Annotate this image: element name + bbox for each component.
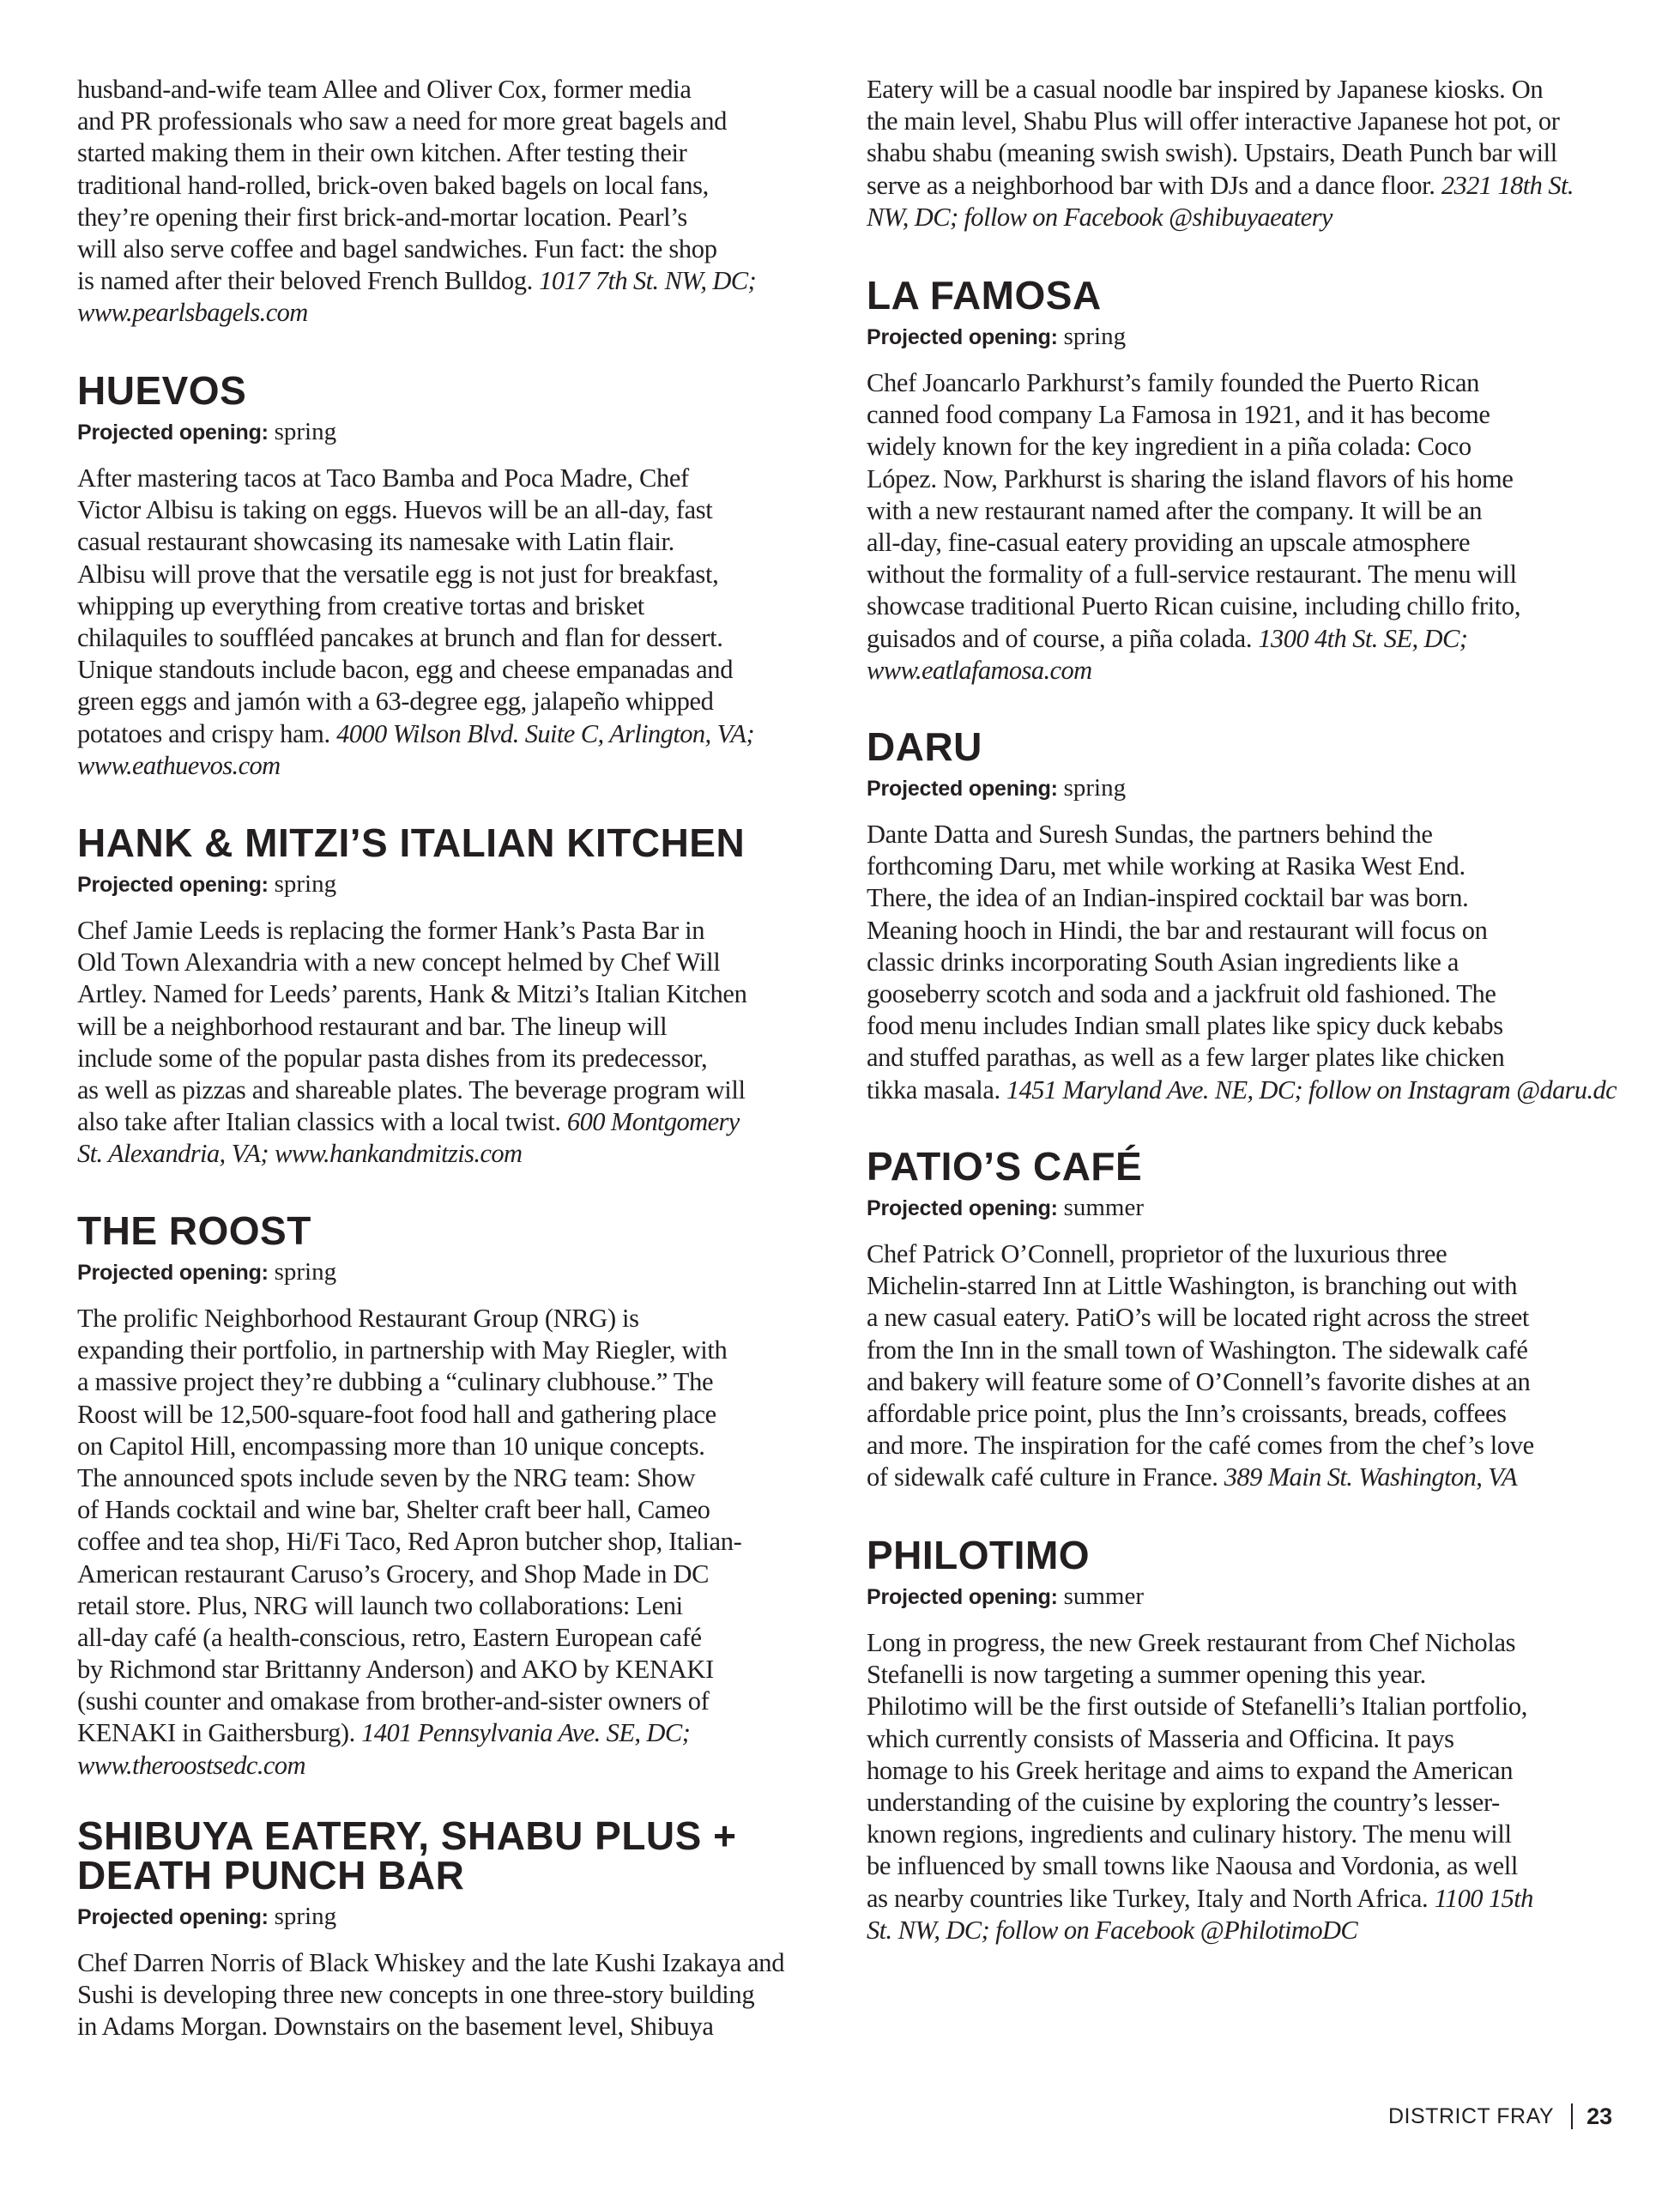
body-text: After mastering tacos at Taco Bamba and Poca Madre, Chef: [77, 463, 689, 493]
text-line: [77, 463, 824, 494]
body-text: Philotimo will be the first outside of Stefanelli’s Italian portfolio,: [867, 1692, 1528, 1722]
opening-value: spring: [274, 418, 337, 445]
body-text: is named after their beloved French Bulldog.: [77, 266, 540, 296]
body-text: López. Now, Parkhurst is sharing the island flavors of his home: [867, 463, 1514, 493]
page-footer: [1388, 2099, 1612, 2133]
opening-label: Projected opening:: [867, 1585, 1058, 1609]
footer-divider: [1571, 2103, 1573, 2129]
text-line: [77, 915, 824, 947]
body-text: American restaurant Caruso’s Grocery, and Shop Made in DC: [77, 1558, 710, 1589]
body-text: Eatery will be a casual noodle bar inspired by Japanese kiosks. On: [867, 75, 1544, 104]
text-line: [867, 850, 1622, 882]
body-text: of sidewalk café culture in France.: [867, 1462, 1224, 1492]
body-text: expanding their portfolio, in partnership with May Riegler, with: [77, 1335, 728, 1365]
body-text: KENAKI in Gaithersburg).: [77, 1718, 362, 1748]
projected-opening: [77, 870, 824, 898]
article-title: PHILOTIMO: [867, 1533, 1091, 1577]
body-text: Unique standouts include bacon, egg and cheese empanadas and: [77, 655, 734, 685]
text-line: [867, 1883, 1622, 1915]
text-line: [867, 137, 1622, 169]
text-line: [867, 367, 1622, 399]
text-line: [867, 882, 1622, 914]
body-text: Artley. Named for Leeds’ parents, Hank & Mitzi’s Italian Kitchen: [77, 979, 747, 1009]
article-hank-and-mitzis: [77, 820, 824, 1171]
text-line: [77, 978, 824, 1010]
page-number: 23: [1586, 2103, 1613, 2129]
text-line: [867, 527, 1622, 559]
text-line: [77, 526, 824, 558]
text-line: [77, 1138, 824, 1170]
body-text: The announced spots include seven by the NRG team: Show: [77, 1462, 696, 1492]
text-line: [77, 1074, 824, 1106]
body-text: with a new restaurant named after the company. It will be an: [867, 495, 1483, 525]
body-text: classic drinks incorporating South Asian ingredients like a: [867, 947, 1459, 977]
article-huevos: [77, 368, 824, 782]
address-text: 600 Montgomery: [566, 1107, 740, 1137]
body-text: forthcoming Daru, met while working at Rasika West End.: [867, 851, 1465, 881]
body-text: Chef Patrick O’Connell, proprietor of the luxurious three: [867, 1239, 1447, 1268]
address-text: www.theroostsedc.com: [77, 1750, 305, 1780]
text-line: [77, 1622, 824, 1654]
text-line: [867, 1723, 1622, 1755]
article-patios-cafe: [867, 1144, 1622, 1494]
text-line: [77, 1979, 824, 2011]
text-line: [77, 1043, 824, 1074]
address-text: 1300 4th St. SE, DC;: [1258, 623, 1468, 653]
text-line: [77, 622, 824, 654]
text-line: [867, 1430, 1622, 1462]
body-text: green eggs and jamón with a 63-degree egg, jalapeño whipped: [77, 687, 714, 717]
opening-value: summer: [1063, 1583, 1144, 1610]
text-line: [77, 2011, 824, 2043]
body-text: Victor Albisu is taking on eggs. Huevos will be an all-day, fast: [77, 495, 713, 525]
address-text: 1401 Pennsylvania Ave. SE, DC;: [361, 1718, 691, 1748]
article-body: [867, 74, 1622, 233]
article-body: [77, 915, 824, 1171]
body-text: will be a neighborhood restaurant and bar. The lineup will: [77, 1011, 668, 1041]
address-text: NW, DC; follow on Facebook @shibuyaeatery: [867, 202, 1333, 232]
opening-label: Projected opening:: [77, 421, 269, 445]
text-line: [867, 978, 1622, 1010]
article-the-roost: [77, 1208, 824, 1782]
body-text: a new casual eatery. PatiO’s will be located right across the street: [867, 1303, 1530, 1333]
body-text: and stuffed parathas, as well as a few larger plates like chicken: [867, 1043, 1505, 1073]
body-text: (sushi counter and omakase from brother-and-sister owners of: [77, 1686, 710, 1716]
text-line: [867, 559, 1622, 590]
text-line: [77, 654, 824, 686]
text-line: [867, 1010, 1622, 1042]
text-line: [77, 1558, 824, 1590]
text-line: [77, 1717, 824, 1749]
text-line: [77, 1303, 824, 1335]
text-line: [77, 1526, 824, 1558]
text-line: [77, 590, 824, 622]
address-text: 1451 Maryland Ave. NE, DC; follow on Instagram @daru.dc: [1006, 1074, 1617, 1105]
projected-opening: [867, 774, 1622, 802]
text-line: [867, 202, 1622, 233]
body-text: chilaquiles to souffléed pancakes at brunch and flan for dessert.: [77, 622, 723, 652]
body-text: by Richmond star Brittanny Anderson) and AKO by KENAKI: [77, 1655, 714, 1685]
text-line: [867, 915, 1622, 947]
opening-label: Projected opening:: [77, 873, 269, 897]
article-title-line: SHIBUYA EATERY, SHABU PLUS +: [77, 1813, 737, 1858]
text-line: [867, 1462, 1622, 1493]
text-line: [867, 1915, 1622, 1946]
body-text: be influenced by small towns like Naousa and Vordonia, as well: [867, 1851, 1518, 1881]
address-text: St. NW, DC; follow on Facebook @PhilotimoDC: [867, 1915, 1358, 1945]
address-text: www.eatlafamosa.com: [867, 655, 1092, 685]
opening-label: Projected opening:: [867, 325, 1058, 349]
body-text: showcase traditional Puerto Rican cuisine, including chillo frito,: [867, 591, 1521, 621]
body-text: traditional hand-rolled, brick-oven baked bagels on local fans,: [77, 170, 709, 200]
opening-label: Projected opening:: [77, 1261, 269, 1285]
article-title: PATIO’S CAFÉ: [867, 1144, 1143, 1189]
projected-opening: [77, 1258, 824, 1286]
text-line: [77, 297, 824, 329]
article-body: [77, 74, 824, 330]
body-text: the main level, Shabu Plus will offer interactive Japanese hot pot, or: [867, 106, 1560, 136]
text-line: [77, 1947, 824, 1979]
text-line: [867, 74, 1622, 106]
article-title-line: DEATH PUNCH BAR: [77, 1853, 465, 1897]
opening-value: spring: [274, 1258, 337, 1286]
body-text: will also serve coffee and bagel sandwiches. Fun fact: the shop: [77, 233, 717, 263]
text-line: [867, 1270, 1622, 1302]
body-text: coffee and tea shop, Hi/Fi Taco, Red Apron butcher shop, Italian-: [77, 1527, 742, 1557]
address-text: 2321 18th St.: [1441, 170, 1574, 200]
body-text: Meaning hooch in Hindi, the bar and restaurant will focus on: [867, 915, 1488, 945]
address-text: 4000 Wilson Blvd. Suite C, Arlington, VA;: [336, 718, 754, 748]
text-line: [867, 1787, 1622, 1819]
body-text: Chef Darren Norris of Black Whiskey and the late Kushi Izakaya and: [77, 1948, 785, 1977]
text-line: [867, 495, 1622, 527]
opening-value: spring: [274, 870, 337, 898]
body-text: a massive project they’re dubbing a “culinary clubhouse.” The: [77, 1367, 714, 1397]
text-line: [867, 1238, 1622, 1270]
text-line: [867, 655, 1622, 687]
body-text: they’re opening their first brick-and-mortar location. Pearl’s: [77, 202, 687, 232]
body-text: casual restaurant showcasing its namesake with Latin flair.: [77, 527, 674, 557]
body-text: Chef Joancarlo Parkhurst’s family founded the Puerto Rican: [867, 368, 1480, 397]
projected-opening: [867, 1194, 1622, 1221]
article-la-famosa: [867, 275, 1622, 687]
text-line: [77, 265, 824, 297]
address-text: 1100 15th: [1434, 1883, 1533, 1913]
article-body: [77, 1947, 824, 2043]
body-text: and more. The inspiration for the café comes from the chef’s love: [867, 1431, 1534, 1461]
text-line: [77, 1399, 824, 1431]
text-line: [867, 1366, 1622, 1398]
body-text: Stefanelli is now targeting a summer opening this year.: [867, 1660, 1426, 1690]
text-line: [867, 1627, 1622, 1659]
text-line: [867, 1659, 1622, 1691]
address-text: 1017 7th St. NW, DC;: [539, 266, 757, 296]
text-line: [867, 1691, 1622, 1722]
text-line: [77, 202, 824, 233]
article-body: [867, 367, 1622, 687]
body-text: on Capitol Hill, encompassing more than 10 unique concepts.: [77, 1431, 705, 1461]
body-text: homage to his Greek heritage and aims to expand the American: [867, 1755, 1514, 1785]
publication-name: DISTRICT FRAY: [1388, 2103, 1555, 2128]
article-philotimo: [867, 1535, 1622, 1946]
body-text: and bakery will feature some of O’Connell’s favorite dishes at an: [867, 1366, 1531, 1396]
body-text: gooseberry scotch and soda and a jackfruit old fashioned. The: [867, 978, 1496, 1008]
intro-continuation: [77, 74, 824, 330]
projected-opening: [867, 1583, 1622, 1610]
projected-opening: [77, 418, 824, 445]
text-line: [77, 718, 824, 750]
address-text: www.eathuevos.com: [77, 750, 281, 780]
address-text: 389 Main St. Washington, VA: [1224, 1462, 1518, 1492]
text-line: [867, 431, 1622, 463]
body-text: whipping up everything from creative tortas and brisket: [77, 590, 644, 620]
text-line: [867, 106, 1622, 137]
article-body: [77, 1303, 824, 1782]
body-text: started making them in their own kitchen. After testing their: [77, 138, 687, 168]
body-text: all-day café (a health-conscious, retro, Eastern European café: [77, 1622, 702, 1652]
article-shibuya-eatery: [77, 1813, 824, 2043]
body-text: include some of the popular pasta dishes from its predecessor,: [77, 1043, 708, 1073]
body-text: serve as a neighborhood bar with DJs and a dance floor.: [867, 170, 1441, 200]
body-text: Albisu will prove that the versatile egg is not just for breakfast,: [77, 559, 719, 589]
text-line: [867, 1042, 1622, 1074]
body-text: The prolific Neighborhood Restaurant Group (NRG) is: [77, 1304, 639, 1333]
address-text: www.pearlsbagels.com: [77, 298, 308, 328]
body-text: Michelin-starred Inn at Little Washington, is branching out with: [867, 1271, 1518, 1301]
text-line: [77, 74, 824, 106]
opening-label: Projected opening:: [77, 1905, 269, 1929]
opening-value: spring: [274, 1903, 337, 1930]
text-line: [77, 137, 824, 169]
body-text: as well as pizzas and shareable plates. The beverage program will: [77, 1074, 746, 1105]
body-text: shabu shabu (meaning swish swish). Upstairs, Death Punch bar will: [867, 138, 1557, 168]
text-line: [77, 170, 824, 202]
text-line: [867, 399, 1622, 431]
article-body: [867, 819, 1622, 1106]
article-title: DARU: [867, 724, 982, 769]
text-line: [77, 1750, 824, 1782]
text-line: [77, 1462, 824, 1494]
body-text: guisados and of course, a piña colada.: [867, 623, 1259, 653]
opening-value: spring: [1063, 774, 1127, 802]
article-title: LA FAMOSA: [867, 273, 1102, 318]
body-text: Roost will be 12,500-square-foot food hall and gathering place: [77, 1399, 716, 1429]
text-line: [867, 1302, 1622, 1334]
text-line: [867, 819, 1622, 850]
body-text: widely known for the key ingredient in a piña colada: Coco: [867, 432, 1472, 462]
article-title: HUEVOS: [77, 368, 247, 413]
text-line: [867, 1335, 1622, 1366]
body-text: which currently consists of Masseria and Officina. It pays: [867, 1723, 1454, 1753]
projected-opening: [867, 323, 1622, 350]
body-text: affordable price point, plus the Inn’s croissants, breads, coffees: [867, 1398, 1507, 1428]
article-body: [867, 1238, 1622, 1494]
text-line: [867, 1398, 1622, 1430]
shibuya-continuation: [867, 74, 1622, 233]
body-text: food menu includes Indian small plates like spicy duck kebabs: [867, 1011, 1503, 1041]
body-text: husband-and-wife team Allee and Oliver Cox, former media: [77, 75, 692, 104]
text-line: [77, 559, 824, 590]
text-line: [77, 947, 824, 978]
text-line: [867, 1755, 1622, 1787]
body-text: from the Inn in the small town of Washington. The sidewalk café: [867, 1335, 1528, 1365]
article-daru: [867, 724, 1622, 1106]
opening-label: Projected opening:: [867, 777, 1058, 801]
body-text: Old Town Alexandria with a new concept helmed by Chef Will: [77, 947, 721, 977]
text-line: [867, 463, 1622, 495]
body-text: in Adams Morgan. Downstairs on the basement level, Shibuya: [77, 2012, 714, 2042]
article-title: [77, 1813, 824, 1897]
body-text: There, the idea of an Indian-inspired cocktail bar was born.: [867, 883, 1469, 913]
text-line: [77, 1654, 824, 1686]
text-line: [867, 1819, 1622, 1850]
body-text: understanding of the cuisine by exploring the country’s lesser-: [867, 1787, 1500, 1817]
text-line: [867, 170, 1622, 202]
text-line: [77, 233, 824, 265]
body-text: Long in progress, the new Greek restaurant from Chef Nicholas: [867, 1628, 1516, 1657]
body-text: Chef Jamie Leeds is replacing the former Hank’s Pasta Bar in: [77, 916, 705, 945]
projected-opening: [77, 1903, 824, 1930]
article-body: [867, 1627, 1622, 1946]
article-title: THE ROOST: [77, 1208, 311, 1253]
body-text: potatoes and crispy ham.: [77, 718, 337, 748]
body-text: all-day, fine-casual eatery providing an upscale atmosphere: [867, 527, 1471, 557]
body-text: as nearby countries like Turkey, Italy and North Africa.: [867, 1883, 1435, 1913]
body-text: Dante Datta and Suresh Sundas, the partners behind the: [867, 820, 1433, 849]
body-text: of Hands cocktail and wine bar, Shelter craft beer hall, Cameo: [77, 1495, 710, 1525]
body-text: and PR professionals who saw a need for more great bagels and: [77, 106, 728, 136]
text-line: [77, 1106, 824, 1138]
article-body: [77, 463, 824, 782]
opening-value: summer: [1063, 1194, 1144, 1221]
text-line: [77, 1590, 824, 1622]
body-text: canned food company La Famosa in 1921, and it has become: [867, 400, 1490, 430]
body-text: Sushi is developing three new concepts in one three-story building: [77, 1980, 755, 2010]
text-line: [77, 1431, 824, 1462]
text-line: [77, 494, 824, 526]
text-line: [867, 623, 1622, 655]
text-line: [867, 590, 1622, 622]
text-line: [77, 1686, 824, 1717]
address-text: St. Alexandria, VA; www.hankandmitzis.com: [77, 1139, 523, 1169]
article-title: HANK & MITZI’S ITALIAN KITCHEN: [77, 820, 746, 865]
body-text: known regions, ingredients and culinary history. The menu will: [867, 1819, 1512, 1849]
text-line: [867, 1850, 1622, 1882]
text-line: [77, 1335, 824, 1366]
text-line: [77, 106, 824, 137]
text-line: [77, 1011, 824, 1043]
body-text: also take after Italian classics with a local twist.: [77, 1107, 567, 1137]
opening-label: Projected opening:: [867, 1196, 1058, 1220]
text-line: [867, 1074, 1619, 1106]
text-line: [867, 947, 1622, 978]
body-text: retail store. Plus, NRG will launch two collaborations: Leni: [77, 1590, 683, 1620]
text-line: [77, 1494, 824, 1526]
body-text: tikka masala.: [867, 1074, 1007, 1105]
text-line: [77, 1366, 824, 1398]
text-line: [77, 686, 824, 717]
text-line: [77, 750, 824, 782]
opening-value: spring: [1063, 323, 1127, 350]
body-text: without the formality of a full-service restaurant. The menu will: [867, 560, 1517, 590]
